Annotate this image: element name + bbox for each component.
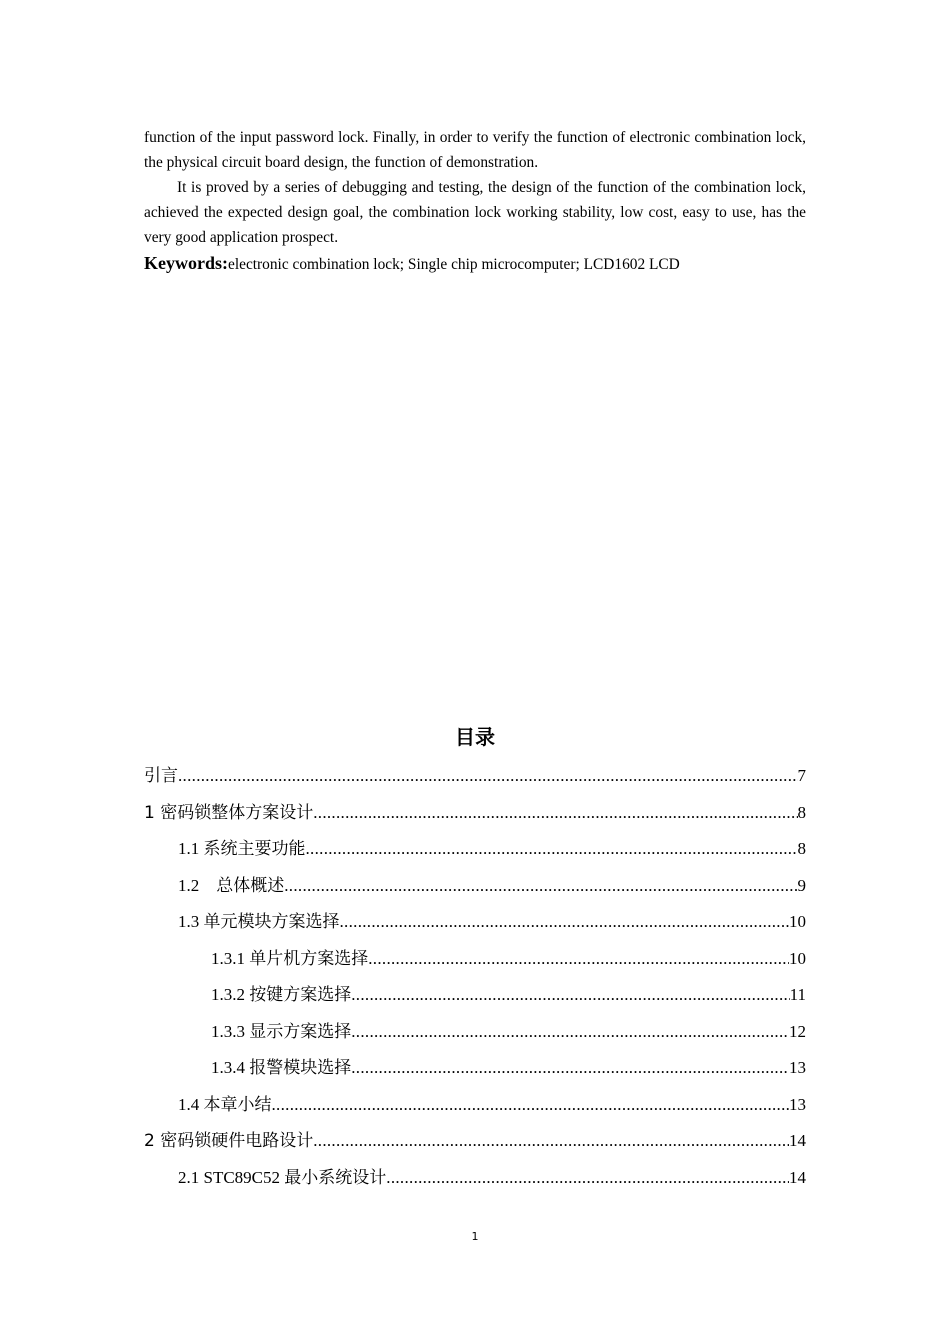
toc-entry[interactable] (144, 795, 806, 832)
toc-entry-label: 1.2 总体概述 (178, 875, 285, 895)
toc-entry[interactable] (144, 1123, 806, 1160)
toc-dot-leader (340, 904, 790, 941)
page-number: 1 (471, 1230, 479, 1243)
toc-entry-label: 1.3.1 单片机方案选择 (211, 948, 369, 968)
toc-entry[interactable] (144, 1050, 806, 1087)
toc-dot-leader (284, 868, 797, 905)
toc-entry-page: 10 (789, 912, 806, 931)
toc-entry-label: 1.3.4 报警模块选择 (211, 1058, 352, 1077)
toc-entry[interactable] (144, 1014, 806, 1051)
toc-entry-page: 8 (797, 839, 806, 858)
abstract-paragraph-1: function of the input password lock. Finally, in order to verify the function of electronic combination lock, the physical circuit board design, the function of demonstration. (144, 129, 806, 171)
toc-dot-leader (306, 831, 798, 868)
toc-dot-leader (351, 1050, 789, 1087)
toc-entry[interactable] (144, 941, 806, 978)
toc-entry-label: 2 密码锁硬件电路设计 (144, 1131, 314, 1151)
toc-entry[interactable] (144, 758, 806, 795)
toc-entry-page: 14 (789, 1167, 806, 1187)
abstract-section (144, 125, 806, 278)
toc-dot-leader (386, 1160, 789, 1197)
toc-entry[interactable] (144, 1160, 806, 1197)
toc-entry[interactable] (144, 977, 806, 1014)
toc-entry[interactable] (144, 1087, 806, 1124)
toc-entry-label: 引言 (144, 766, 178, 786)
toc-dot-leader (368, 941, 789, 978)
toc-entry-label: 1.1 系统主要功能 (178, 839, 306, 858)
toc-entry[interactable] (144, 904, 806, 941)
toc-entry-page: 10 (789, 948, 806, 968)
toc-dot-leader (351, 977, 789, 1014)
keywords-text: electronic combination lock; Single chip microcomputer; LCD1602 LCD (228, 256, 680, 273)
toc-entry-page: 14 (789, 1131, 806, 1150)
toc-entry-page: 8 (797, 802, 806, 822)
toc-entry-label: 1.3.2 按键方案选择 (211, 985, 352, 1004)
toc-dot-leader (313, 1123, 789, 1160)
abstract-paragraph-2: It is proved by a series of debugging and testing, the design of the function of the combination lock, achieved the expected design goal, the combination lock working stability, low cost, easy to use, has the very good application prospect. (144, 179, 806, 246)
toc-entry-page: 13 (789, 1058, 806, 1077)
keywords-line (144, 250, 806, 278)
toc-entry-page: 13 (789, 1094, 806, 1114)
toc-entry-label: 1.3 单元模块方案选择 (178, 912, 340, 931)
toc-entry-page: 9 (797, 875, 806, 895)
toc-entry-label: 1.4 本章小结 (178, 1094, 272, 1114)
keywords-label: Keywords: (144, 253, 228, 273)
toc-entry-label: 2.1 STC89C52 最小系统设计 (178, 1167, 387, 1187)
toc-entry[interactable] (144, 831, 806, 868)
toc-dot-leader (351, 1014, 789, 1051)
toc-dot-leader (313, 795, 797, 832)
toc-entry-page: 11 (789, 985, 806, 1004)
toc-dot-leader (178, 758, 798, 795)
toc-entry-page: 12 (789, 1021, 806, 1041)
toc-entry-page: 7 (797, 766, 806, 785)
toc-entry[interactable] (144, 868, 806, 905)
toc-title: 目录 (455, 725, 495, 749)
toc-entry-label: 1 密码锁整体方案设计 (144, 802, 314, 823)
table-of-contents (144, 758, 806, 1196)
toc-dot-leader (272, 1087, 790, 1124)
toc-entry-label: 1.3.3 显示方案选择 (211, 1021, 352, 1041)
